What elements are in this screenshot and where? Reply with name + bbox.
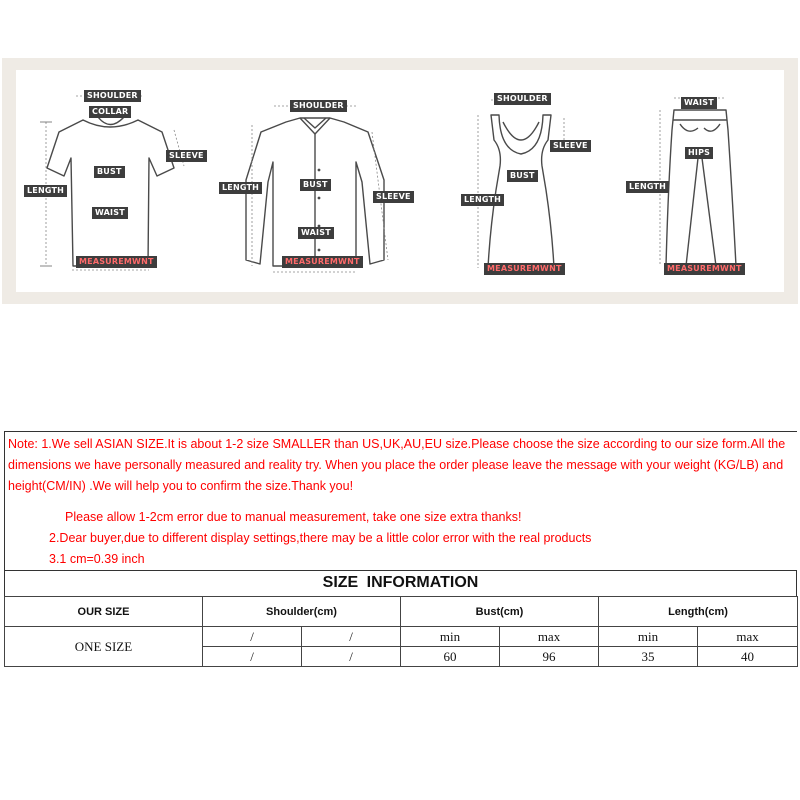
shirt-bust-label: BUST bbox=[300, 179, 331, 191]
shoulder-cell: / bbox=[302, 627, 401, 647]
bust-min-label: min bbox=[401, 627, 500, 647]
tank-sleeve-label: SLEEVE bbox=[550, 140, 591, 152]
shirt-sleeve-label: SLEEVE bbox=[373, 191, 414, 203]
measurement-guide-panel bbox=[16, 70, 784, 292]
size-table bbox=[4, 596, 798, 667]
tank-measurement-label: MEASUREMWNT bbox=[484, 263, 565, 275]
note-asian-size: Note: 1.We sell ASIAN SIZE.It is about 1-2 size SMALLER than US,UK,AU,EU size.Please choose the size according to our size form.All the dimensions we have personally measured and reality try. When you place the order please leave the message with your weight (KG/LB) and height(CM/IN) .We will help you to confirm the size.Thank you! bbox=[8, 437, 786, 493]
header-bust: Bust(cm) bbox=[401, 597, 599, 627]
bust-max-value: 96 bbox=[500, 647, 599, 667]
tank-shoulder-label: SHOULDER bbox=[494, 93, 551, 105]
size-table-header-row bbox=[5, 597, 798, 627]
tshirt-waist-label: WAIST bbox=[92, 207, 128, 219]
pants-measurement-label: MEASUREMWNT bbox=[664, 263, 745, 275]
pants-length-label: LENGTH bbox=[626, 181, 669, 193]
our-size-cell: ONE SIZE bbox=[5, 627, 203, 667]
shoulder-cell: / bbox=[203, 647, 302, 667]
shirt-measurement-label: MEASUREMWNT bbox=[282, 256, 363, 268]
shirt-length-label: LENGTH bbox=[219, 182, 262, 194]
tshirt-measurement-label: MEASUREMWNT bbox=[76, 256, 157, 268]
note-color-error: 2.Dear buyer,due to different display settings,there may be a little color error with the real products bbox=[49, 531, 592, 545]
tshirt-sleeve-label: SLEEVE bbox=[166, 150, 207, 162]
pants-hips-label: HIPS bbox=[685, 147, 713, 159]
tshirt-bust-label: BUST bbox=[94, 166, 125, 178]
shirt-shoulder-label: SHOULDER bbox=[290, 100, 347, 112]
note-cm-inch: 3.1 cm=0.39 inch bbox=[49, 552, 145, 566]
tshirt-shoulder-label: SHOULDER bbox=[84, 90, 141, 102]
header-shoulder: Shoulder(cm) bbox=[203, 597, 401, 627]
header-length: Length(cm) bbox=[599, 597, 798, 627]
length-min-value: 35 bbox=[599, 647, 698, 667]
bust-min-value: 60 bbox=[401, 647, 500, 667]
measurement-guide bbox=[2, 58, 798, 304]
note-measurement-error: Please allow 1-2cm error due to manual measurement, take one size extra thanks! bbox=[65, 510, 522, 524]
pants-waist-label: WAIST bbox=[681, 97, 717, 109]
tshirt-length-label: LENGTH bbox=[24, 185, 67, 197]
shirt-waist-label: WAIST bbox=[298, 227, 334, 239]
length-max-label: max bbox=[698, 627, 798, 647]
tshirt-collar-label: COLLAR bbox=[89, 106, 131, 118]
table-row bbox=[5, 627, 798, 647]
shoulder-cell: / bbox=[203, 627, 302, 647]
length-max-value: 40 bbox=[698, 647, 798, 667]
header-our-size: OUR SIZE bbox=[5, 597, 203, 627]
tank-length-label: LENGTH bbox=[461, 194, 504, 206]
tank-bust-label: BUST bbox=[507, 170, 538, 182]
size-information-title: SIZE INFORMATION bbox=[4, 570, 797, 596]
size-notes bbox=[4, 431, 797, 570]
shoulder-cell: / bbox=[302, 647, 401, 667]
bust-max-label: max bbox=[500, 627, 599, 647]
length-min-label: min bbox=[599, 627, 698, 647]
